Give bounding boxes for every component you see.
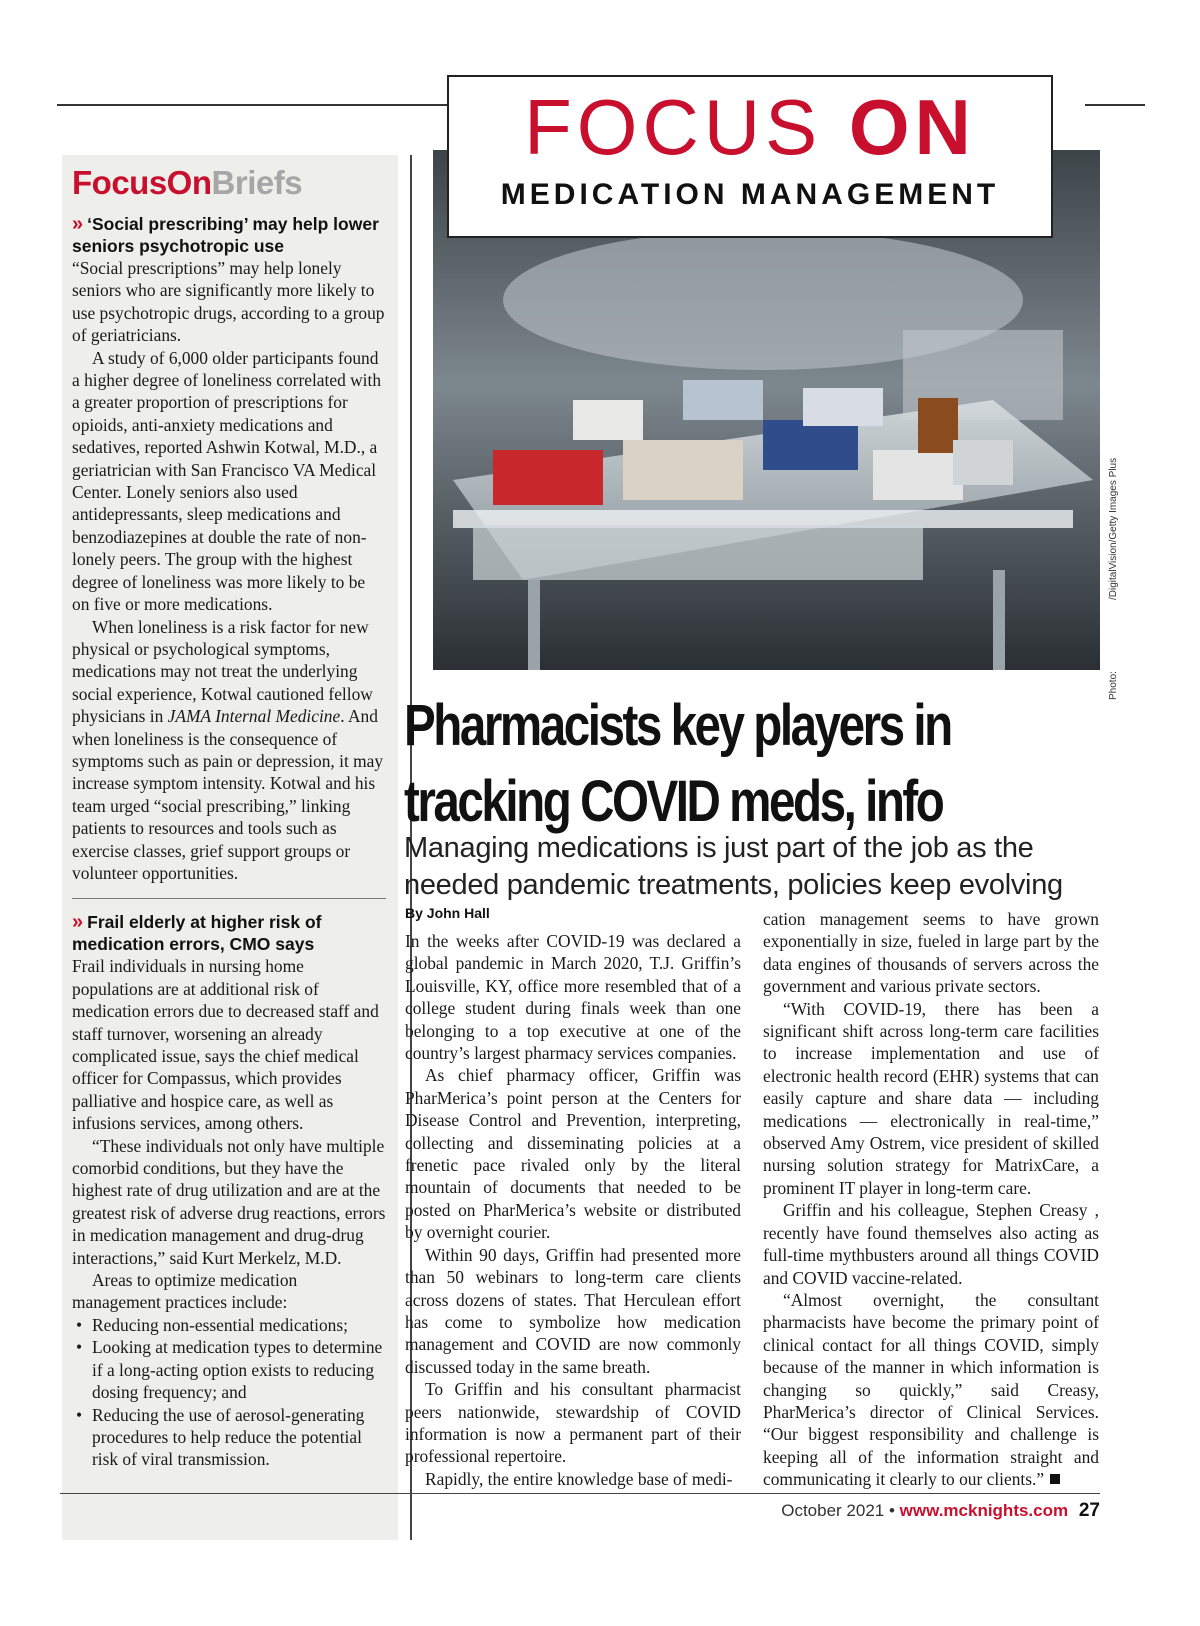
photo-credit-prefix: Photo: [1108,671,1119,700]
chevron-right-icon: » [72,911,84,934]
bullet-item: • Reducing the use of aerosol-generating procedures to help reduce the potential risk of viral transmission. [72,1404,386,1471]
article-paragraph: To Griffin and his consultant pharmacist peers nationwide, stewardship of COVID information is now a permanent part of their professional repertoire. [405,1379,741,1467]
bullet-item: • Reducing non-essential medications; [72,1314,386,1336]
article-column-2 [763,908,1099,1491]
article-paragraph: Within 90 days, Griffin had presented more than 50 webinars to long-term care clients across dozens of states. That Herculean effort has come to symbolize how medication management and COVID are now commonly discussed today in the same breath. [405,1244,741,1377]
brief1-paragraph-1: “Social prescriptions” may help lonely seniors who are significantly more likely to use psychotropic drugs, according to a group of geriatricians. [72,258,385,346]
briefs-title-focuson: FocusOn [72,164,212,201]
photo-credit-text: /DigitalVision/Getty Images Plus [1108,457,1119,600]
article-paragraph: cation management seems to have grown exponentially in size, fueled in large part by the data engines of thousands of servers across the government and various private sectors. [763,909,1099,997]
focus-on-title [449,82,1051,172]
brief1-headline-text: ‘Social prescribing’ may help lower seniors psychotropic use [72,214,379,256]
article-deck: Managing medications is just part of the job as the needed pandemic treatments, policies keep evolving [404,832,1063,901]
photo-credit [1108,457,1128,700]
briefs-title [72,165,386,201]
footer-rule [60,1493,1100,1494]
brief2-paragraph-1: Frail individuals in nursing home populations are at additional risk of medication errors due to decreased staff and staff turnover, worsening an already complicated issue, says the chief medical officer for Compassus, which provides palliative and hospice care, as well as infusions services, among others. [72,956,379,1134]
article-last-text: “Almost overnight, the consultant pharmacists have become the primary point of clinical contact for all things COVID, simply because of the manner in which information is changing so quickly,” said Creasy, PharMerica’s director of Clinical Services. “Our biggest responsibility and challenge is keeping all of the information straight and communicating it clearly to our clients.” [763,1289,1099,1490]
focus-on-banner [447,75,1053,238]
section-subtitle: MEDICATION MANAGEMENT [500,178,1000,211]
brief2-paragraph-3: Areas to optimize medication management practices include: [72,1270,298,1313]
article-paragraph: “With COVID-19, there has been a significant shift across long-term care facilities to increase implementation and use of electronic health record (EHR) systems that can easily capture and share data — including medications — electronically in real-time,” observed Amy Ostrem, vice president of skilled nursing solution strategy for MatrixCare, a prominent IT player in long-term care. [763,998,1099,1198]
brief2-bullet-list [72,1314,386,1471]
article-paragraph: Griffin and his colleague, Stephen Creasy , recently have found themselves also acting as full-time mythbusters around all things COVID and COVID vaccine-related. [763,1200,1099,1288]
top-rule-left [57,104,467,106]
bullet-item: • Looking at medication types to determine if a long-acting option exists to reducing dosing frequency; and [72,1336,386,1403]
article-paragraph: In the weeks after COVID-19 was declared a global pandemic in March 2020, T.J. Griffin’s Louisville, KY, office more resembled that of a college student during finals week than one belonging to a top executive at one of the country’s largest pharmacy services companies. [405,931,741,1064]
headline-line-2: tracking COVID meds, info [404,769,943,834]
article-paragraph-last [763,1289,1099,1491]
footer-separator: • [888,1501,895,1520]
article-headline [404,688,994,840]
brief2-paragraph-2: “These individuals not only have multiple comorbid conditions, but they have the highest rate of drug utilization and are at the greatest risk of adverse drug reactions, errors in medication management and drug-drug interactions,” said Kurt Merkelz, M.D. [72,1135,386,1268]
website-link[interactable]: www.mcknights.com [899,1501,1069,1520]
brief1-p3-text: When loneliness is a risk factor for new physical or psychological symptoms, medications may not treat the underlying social experience, Kotwal cautioned fellow physicians in [72,616,373,727]
brief2-headline [72,911,386,955]
brief2-headline-text: Frail elderly at higher risk of medication errors, CMO says [72,912,322,955]
article-column-1 [405,930,741,1490]
headline-line-1: Pharmacists key players in [404,693,951,758]
brief1-paragraph-3 [72,616,386,885]
journal-title: JAMA Internal Medicine [167,706,341,727]
brief1-p3-text-end: . And when loneliness is the consequence of symptoms such as pain or depression, it may increase symptom intensity. Kotwal and his team urged “social prescribing,” linking patients to resources and tools such as exercise classes, grief support groups or volunteer opportunities. [72,706,384,883]
brief1-headline [72,213,386,257]
article-paragraph: As chief pharmacy officer, Griffin was PharMerica’s point person at the Centers for Disease Control and Prevention, interpreting, collecting and disseminating policies at a frenetic pace rivaled only by the literal mountain of documents that needed to be posted on PharMerica’s website or distributed by overnight courier. [405,1065,741,1243]
on-word: ON [848,83,976,171]
page-number: 27 [1078,1500,1100,1521]
article-byline: By John Hall [405,905,490,921]
article-paragraph: Rapidly, the entire knowledge base of medi- [425,1468,733,1489]
chevron-right-icon: » [72,213,84,235]
issue-date: October 2021 [781,1501,885,1520]
end-mark-icon [1050,1474,1060,1484]
page-footer [781,1500,1100,1522]
top-rule-right [1085,104,1145,106]
focus-on-briefs-sidebar [62,155,398,1540]
brief1-paragraph-2: A study of 6,000 older participants found a higher degree of loneliness correlated with a greater proportion of prescriptions for opioids, anti-anxiety medications and sedatives, reported Ashwin Kotwal, M.D., a geriatrician with San Francisco VA Medical Center. Lonely seniors also used antidepressants, sleep medications and benzodiazepines at double the rate of non-lonely peers. The group with the highest degree of loneliness was more likely to be on five or more medications. [72,347,382,615]
briefs-title-briefs: Briefs [211,164,303,201]
brief-divider [72,898,386,899]
focus-word: FOCUS [524,83,823,171]
